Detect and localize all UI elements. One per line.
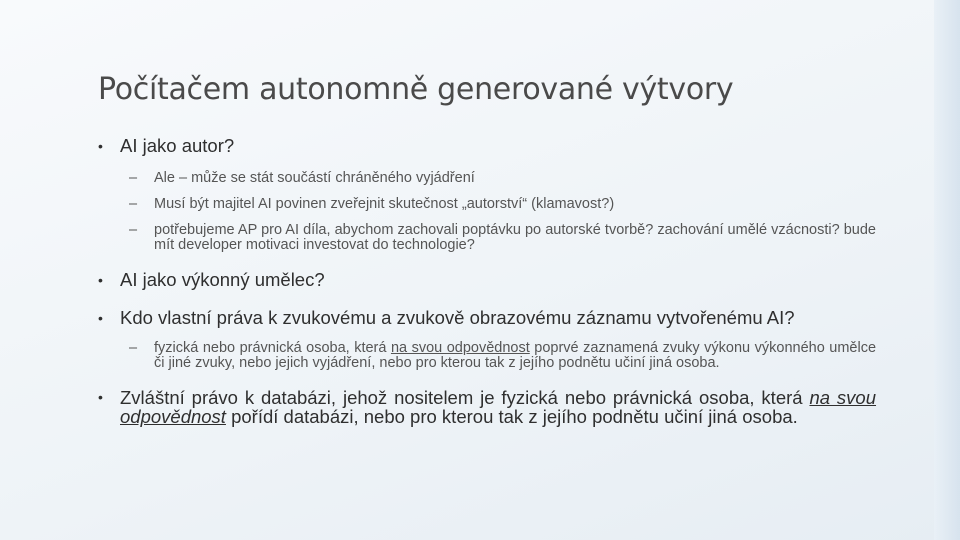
bullet-text: AI jako autor?: [120, 135, 235, 156]
bullet-ai-author: [98, 136, 876, 156]
dash-icon: –: [129, 222, 138, 238]
sub-bullet-text-end: poprvé zaznamená zvuky výkonu výkonného umělce či jiné zvuky, nebo jejich vyjádření, nebo pro kterou tak z jejího podnětu učiní jiná osoba.: [154, 340, 877, 371]
dash-icon: –: [129, 170, 138, 186]
sub-bullet: [98, 223, 876, 253]
bullet-text: AI jako výkonný umělec?: [120, 269, 325, 290]
bullet-icon: •: [98, 138, 103, 154]
sub-bullet: [98, 341, 876, 371]
sub-bullet: [98, 197, 876, 212]
underlined-phrase: na svou odpovědnost: [390, 340, 530, 356]
bullet-text: Kdo vlastní práva k zvukovému a zvukově obrazovému záznamu vytvořenému AI?: [120, 307, 795, 328]
sub-bullet: [98, 171, 876, 186]
bullet-ai-performer: [98, 270, 876, 290]
bullet-text-end: pořídí databázi, nebo pro kterou tak z jejího podnětu učiní jiná osoba.: [225, 406, 798, 427]
bullet-icon: •: [98, 310, 103, 326]
sub-bullet-text-start: fyzická nebo právnická osoba, která: [154, 340, 391, 356]
dash-icon: –: [129, 340, 138, 356]
bullet-icon: •: [98, 272, 103, 288]
bullet-text-start: Zvláštní právo k databázi, jehož nositelem je fyzická nebo právnická osoba, která: [120, 387, 810, 408]
slide-content: [98, 132, 876, 426]
dash-icon: –: [129, 196, 138, 212]
bullet-database-right: [98, 388, 876, 426]
slide-title: Počítačem autonomně generované výtvory: [98, 72, 734, 107]
sub-bullet-text: Ale – může se stát součástí chráněného vyjádření: [154, 170, 475, 186]
sub-bullet-text: Musí být majitel AI povinen zveřejnit skutečnost „autorství“ (klamavost?): [154, 196, 615, 212]
decorative-band: [934, 0, 960, 540]
bullet-icon: •: [98, 389, 103, 405]
sub-bullet-text: potřebujeme AP pro AI díla, abychom zachovali poptávku po autorské tvorbě? zachování umělé vzácnosti? bude mít developer motivaci investovat do technologie?: [154, 222, 876, 253]
underlined-phrase: na svou odpovědnost: [120, 387, 877, 427]
bullet-recording-rights: [98, 308, 876, 328]
